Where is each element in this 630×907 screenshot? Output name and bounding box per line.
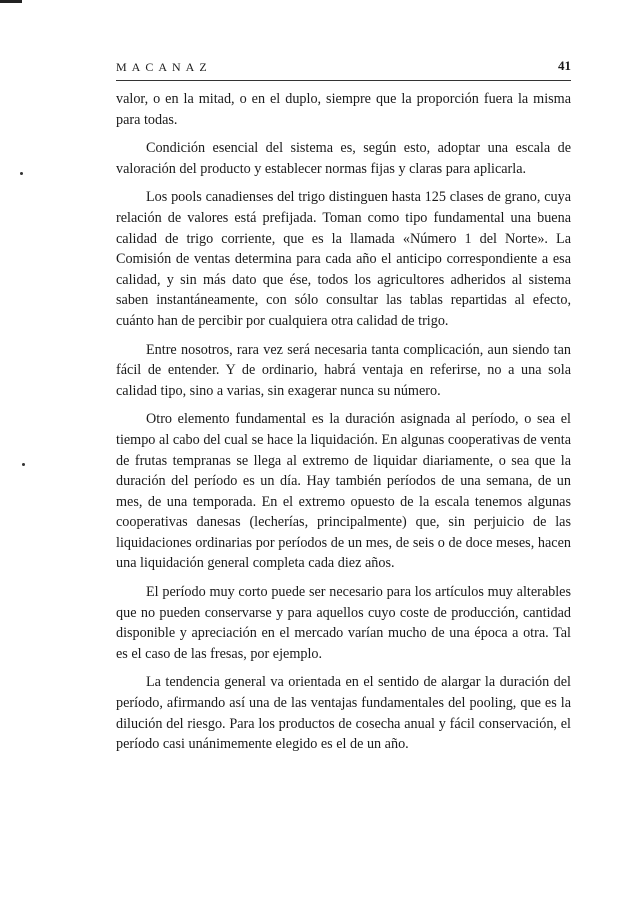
margin-speck — [22, 463, 25, 466]
page-number: 41 — [558, 58, 571, 73]
paragraph-6: El período muy corto puede ser necesario para los artículos muy alterables que no pueden conservarse y para aquellos cuyo coste de producción, cantidad disponible y apreciación en el mercado varían mucho de una época a otra. Tal es el caso de las fresas, por ejemplo. — [116, 584, 571, 662]
body-text — [116, 89, 571, 755]
paragraph-7: La tendencia general va orientada en el sentido de alargar la duración del período, afirmando así una de las ventajas fundamentales del pooling, que es la dilución del riesgo. Para los productos de cosecha anual y fácil conservación, el período casi unánimemente elegido es el de un año. — [116, 674, 571, 753]
running-header — [116, 58, 571, 81]
paragraph-1: valor, o en la mitad, o en el duplo, siempre que la proporción fuera la misma para todas. — [116, 91, 571, 128]
paragraph-2: Condición esencial del sistema es, según esto, adoptar una escala de valoración del producto y establecer normas fijas y claras para aplicarla. — [116, 140, 571, 177]
paragraph-5: Otro elemento fundamental es la duración asignada al período, o sea el tiempo al cabo del cual se hace la liquidación. En algunas cooperativas de venta de frutas tempranas se llega al extremo de liquidar diariamente, o sea que la duración del período es un día. Hay también períodos de una semana, de un mes, de una temporada. En el extremo opuesto de la escala tenemos algunas cooperativas danesas (lecherías, principalmente) que, sin perjuicio de las liquidaciones ordinarias por períodos de un mes, de seis o de doce meses, hacen una liquidación general completa cada diez años. — [116, 411, 571, 572]
paragraph-3: Los pools canadienses del trigo distinguen hasta 125 clases de grano, cuya relación de valores está prefijada. Toman como tipo fundamental una buena calidad de trigo corriente, que es la llamada «Número 1 del Norte». La Comisión de ventas determina para cada año el anticipo correspondiente a esa calidad, y sin más dato que ése, todos los agricultores adheridos al sistema saben instantáneamente, con sólo consultar las tablas repartidas al efecto, cuánto han de percibir por cualquiera otra calidad de trigo. — [116, 189, 571, 329]
scan-edge-mark — [0, 0, 22, 3]
book-page — [116, 58, 571, 763]
margin-speck — [20, 172, 23, 175]
running-title: MACANAZ — [116, 60, 212, 74]
paragraph-4: Entre nosotros, rara vez será necesaria tanta complicación, aun siendo tan fácil de entender. Y de ordinario, habrá ventaja en referirse, no a una sola calidad tipo, sino a varias, sin exagerar nunca su número. — [116, 341, 571, 399]
